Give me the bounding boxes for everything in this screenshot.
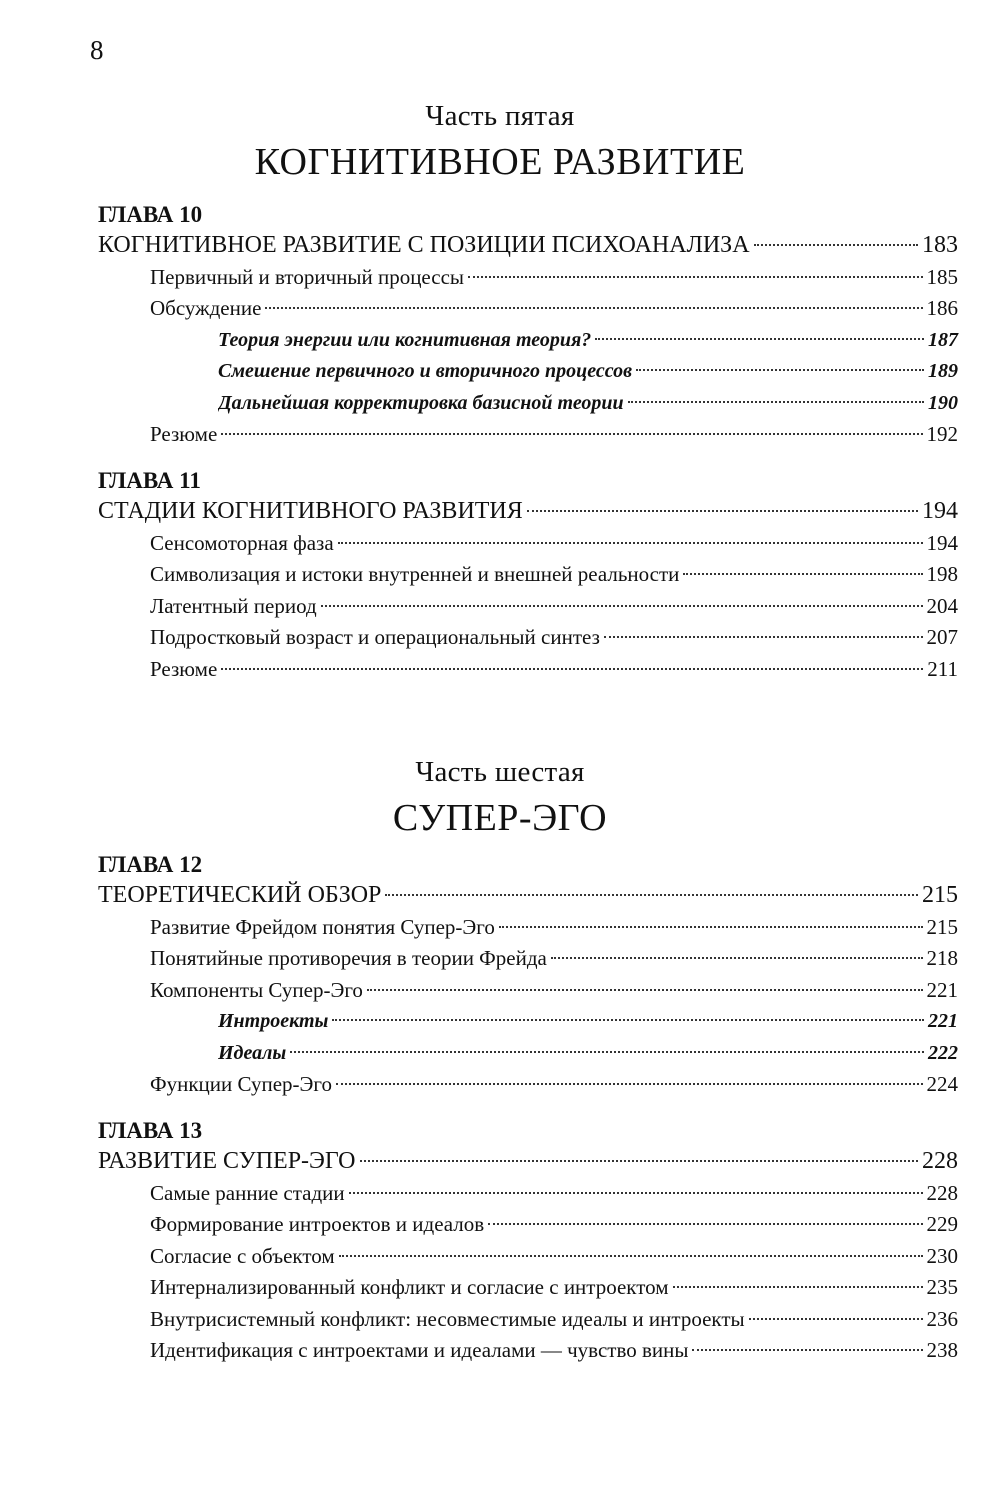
toc-entry[interactable] [98,388,958,420]
toc-entry-title: Символизация и истоки внутренней и внешней реальности [150,562,680,586]
toc-entry[interactable] [98,1241,958,1273]
toc-entry-page: 194 [926,530,958,555]
part-label: Часть пятая [425,100,575,132]
toc-entry-page: 211 [927,656,958,681]
dot-leader [336,1083,923,1085]
toc-entry[interactable] [98,1038,958,1070]
dot-leader [749,1318,923,1320]
toc-entry-page: 235 [926,1275,958,1299]
toc-entry-page: 186 [926,296,958,320]
chapter-12 [98,850,958,1101]
toc-entry[interactable] [98,1272,958,1304]
toc-entry[interactable] [98,325,958,357]
dot-leader [595,338,924,340]
toc-entry-page: 198 [926,562,958,586]
toc-entry-title: Смешение первичного и вторичного процессов [218,360,633,382]
dot-leader [265,307,922,309]
toc-entry-title: КОГНИТИВНОЕ РАЗВИТИЕ С ПОЗИЦИИ ПСИХОАНАЛИЗА [98,232,750,258]
part-label: Часть шестая [415,756,585,788]
toc-entry-title: ТЕОРЕТИЧЕСКИЙ ОБЗОР [98,882,382,908]
dot-leader [332,1019,924,1021]
chapter-13 [98,1116,958,1367]
part-six-header [0,752,1000,844]
toc-entry-title: Сенсомоторная фаза [150,530,334,555]
chapter-11 [98,466,958,685]
toc-entry-page: 229 [926,1212,958,1236]
toc-entry[interactable] [98,262,958,294]
dot-leader [683,573,922,575]
toc-entry-page: 228 [926,1180,958,1205]
toc-entry-title: Самые ранние стадии [150,1180,345,1205]
toc-entry-title: Функции Супер-Эго [150,1072,332,1096]
toc-entry[interactable] [98,1006,958,1038]
toc-entry[interactable] [98,559,958,591]
dot-leader [673,1286,923,1288]
toc-entry-page: 190 [928,391,958,414]
toc-entry-page: 224 [926,1072,958,1096]
dot-leader [499,926,923,928]
toc-entry-title: Подростковый возраст и операциональный синтез [150,625,600,649]
part-title: СУПЕР-ЭГО [392,797,608,839]
toc-entry[interactable] [98,356,958,388]
dot-leader [468,276,922,278]
toc-entry[interactable] [98,654,958,686]
toc-entry-page: 228 [922,1148,958,1174]
toc-entry-page: 215 [922,882,958,908]
toc-entry[interactable] [98,1178,958,1210]
toc-entry[interactable] [98,293,958,325]
toc-entry-title: Компоненты Супер-Эго [150,977,363,1002]
toc-entry-page: 238 [926,1338,958,1362]
toc-entry-title: Согласие с объектом [150,1243,335,1268]
toc-entry-title: Идентификация с интроектами и идеалами — чувство вины [150,1338,689,1362]
toc-entry[interactable] [98,496,958,528]
toc-entry[interactable] [98,975,958,1007]
toc-entry[interactable] [98,943,958,975]
dot-leader [360,1160,919,1162]
toc-entry[interactable] [98,230,958,262]
toc-entry-page: 194 [922,498,958,524]
toc-entry[interactable] [98,528,958,560]
toc-entry-title: Интроекты [218,1010,329,1032]
dot-leader [636,369,924,371]
toc-entry-page: 185 [926,264,958,289]
toc-entry-title: Резюме [150,656,218,681]
toc-entry-title: Понятийные противоречия в теории Фрейда [150,946,547,970]
toc-entry-title: Теория энергии или когнитивная теория? [218,328,592,351]
dot-leader [221,433,922,435]
toc-entry-page: 236 [926,1306,958,1331]
dot-leader [221,668,923,670]
chapter-label: ГЛАВА 11 [98,468,201,493]
toc-entry-title: Идеалы [218,1041,287,1064]
dot-leader [488,1223,922,1225]
toc-entry[interactable] [98,591,958,623]
toc-entry-page: 221 [928,1010,958,1032]
toc-entry-page: 204 [926,593,958,618]
chapter-label: ГЛАВА 10 [98,202,203,227]
toc-entry-page: 189 [928,360,958,382]
part-title: КОГНИТИВНОЕ РАЗВИТИЕ [254,141,746,183]
dot-leader [527,510,918,512]
toc-entry[interactable] [98,622,958,654]
toc-entry-page: 222 [928,1041,958,1064]
toc-entry-page: 215 [926,914,958,939]
toc-entry[interactable] [98,1335,958,1367]
dot-leader [604,636,923,638]
dot-leader [628,401,924,403]
toc-entry-title: Латентный период [150,593,317,618]
toc-entry-page: 183 [922,232,958,258]
toc-entry-page: 221 [926,977,958,1002]
dot-leader [754,244,918,246]
toc-entry-page: 207 [926,625,958,649]
dot-leader [338,542,923,544]
toc-entry-title: Обсуждение [150,296,262,320]
toc-entry-title: Первичный и вторичный процессы [150,264,465,289]
dot-leader [290,1051,924,1053]
dot-leader [367,989,923,991]
page-number: 8 [90,35,104,65]
part-five-header [0,96,1000,188]
toc-entry[interactable] [98,1069,958,1101]
toc-entry-page: 218 [926,946,958,970]
toc-entry[interactable] [98,1146,958,1178]
toc-entry[interactable] [98,419,958,451]
dot-leader [339,1255,923,1257]
chapter-label: ГЛАВА 13 [98,1118,203,1143]
toc-entry-title: Внутрисистемный конфликт: несовместимые идеалы и интроекты [150,1306,745,1331]
toc-entry[interactable] [98,1304,958,1336]
chapter-10 [98,200,958,451]
toc-entry[interactable] [98,912,958,944]
toc-entry-title: Развитие Фрейдом понятия Супер-Эго [150,914,495,939]
toc-entry-page: 192 [926,422,958,446]
toc-entry[interactable] [98,1209,958,1241]
toc-entry-page: 230 [926,1243,958,1268]
dot-leader [385,894,918,896]
dot-leader [692,1349,922,1351]
toc-entry-title: Резюме [150,422,218,446]
toc-entry-title: СТАДИИ КОГНИТИВНОГО РАЗВИТИЯ [98,498,523,524]
dot-leader [349,1192,923,1194]
toc-entry[interactable] [98,880,958,912]
toc-entry-page: 187 [928,328,958,351]
toc-entry-title: Формирование интроектов и идеалов [150,1212,485,1236]
toc-entry-title: РАЗВИТИЕ СУПЕР-ЭГО [98,1148,356,1174]
chapter-label: ГЛАВА 12 [98,852,203,877]
toc-entry-title: Дальнейшая корректировка базисной теории [218,391,624,414]
toc-entry-title: Интернализированный конфликт и согласие с интроектом [150,1275,669,1299]
dot-leader [551,957,923,959]
dot-leader [321,605,923,607]
